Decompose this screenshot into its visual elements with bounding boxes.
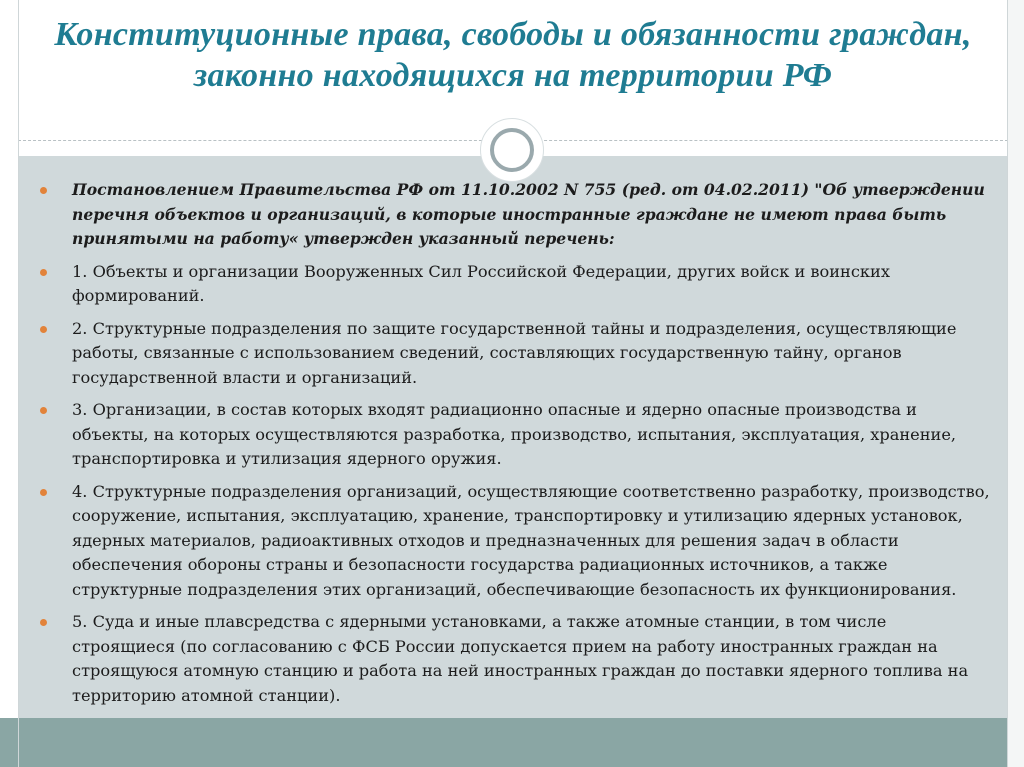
list-item-text: 3. Организации, в состав которых входят радиационно опасные и ядерно опасные производства и объекты, на которых осуществляются разработка, производство, испытания, эксплуатация, хранение, транспортировка и утилизация ядерного оружия.	[72, 400, 957, 468]
bullet-dot-icon	[40, 187, 47, 194]
list-item	[40, 178, 990, 252]
bullet-list	[40, 178, 990, 716]
list-item-text: 5. Суда и иные плавсредства с ядерными установками, а также атомные станции, в том числе строящиеся (по согласованию с ФСБ России допускается прием на работу иностранных граждан на строящуюся атомную станцию и работа на ней иностранных граждан до поставки ядерного топлива на территорию атомной станции).	[72, 612, 969, 705]
slide-title: Конституционные права, свободы и обязанности граждан, законно находящихся на территории РФ	[54, 16, 972, 94]
bottom-band	[0, 718, 1024, 767]
list-item	[40, 610, 990, 708]
bullet-dot-icon	[40, 407, 47, 414]
list-item	[40, 398, 990, 472]
list-item-text: 4. Структурные подразделения организаций, осуществляющие соответственно разработку, производство, сооружение, испытания, эксплуатацию, хранение, транспортировку и утилизацию ядерных установок, ядерных материалов, радиоактивных отходов и предназначенных для решения задач в области обеспечения обороны страны и безопасности государства радиационных источников, а также структурные подразделения этих организаций, обеспечивающие безопасность их функционирования.	[72, 481, 990, 599]
bullet-dot-icon	[40, 269, 47, 276]
list-item	[40, 317, 990, 391]
list-item	[40, 260, 990, 309]
bullet-dot-icon	[40, 489, 47, 496]
list-item-text: 1. Объекты и организации Вооруженных Сил Российской Федерации, других войск и воинских формирований.	[72, 261, 890, 305]
list-item-text: 2. Структурные подразделения по защите государственной тайны и подразделения, осуществляющие работы, связанные с использованием сведений, составляющих государственную тайну, органов государственной власти и организаций.	[72, 318, 957, 387]
list-item-text: Постановлением Правительства РФ от 11.10.2002 N 755 (ред. от 04.02.2011) "Об утверждении перечня объектов и организаций, в которые иностранные граждане не имеют права быть принятыми на работу« утвержден указанный перечень:	[72, 180, 985, 248]
bullet-dot-icon	[40, 619, 47, 626]
list-item	[40, 480, 990, 603]
bullet-dot-icon	[40, 326, 47, 333]
right-margin-strip	[1008, 0, 1024, 767]
ring-icon	[480, 118, 544, 182]
ring-inner	[490, 128, 534, 172]
